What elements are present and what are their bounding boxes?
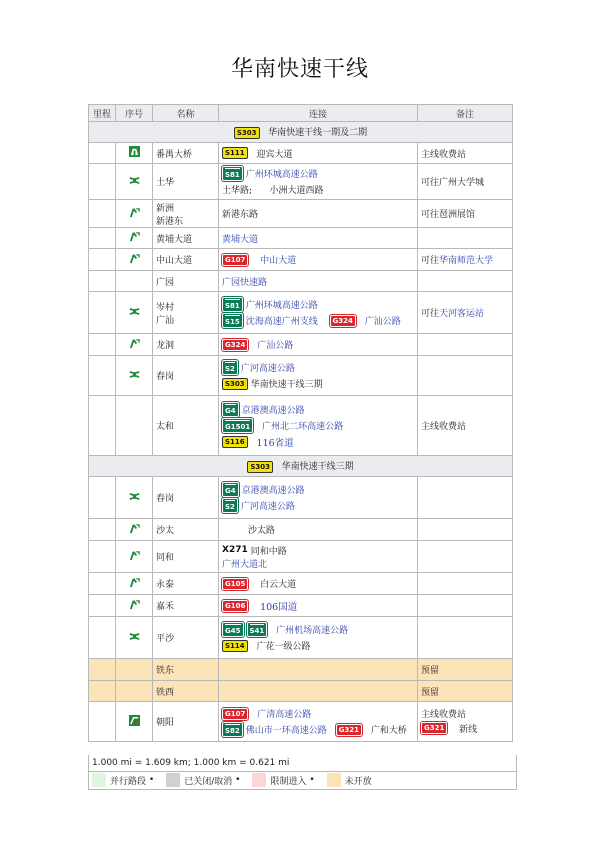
header-row	[89, 105, 513, 122]
connection-text: 广和大桥	[370, 726, 407, 736]
table-row	[89, 617, 513, 659]
legend-swatch	[92, 773, 106, 787]
row-name: 广园	[153, 271, 219, 292]
route-shield: G324	[330, 315, 356, 327]
row-note: 预留	[418, 659, 513, 681]
connection-text: 迎宾大道	[256, 149, 293, 160]
row-note: 可往广州大学城	[418, 164, 513, 200]
route-shield: S2	[222, 498, 238, 513]
legend-label: 未开放	[344, 776, 372, 787]
table-row	[89, 541, 513, 573]
table-row	[89, 164, 513, 200]
route-shield: S81	[222, 166, 243, 181]
toll-plaza-icon	[129, 146, 140, 157]
connection-link[interactable]: 京港澳高速公路	[241, 406, 305, 416]
table-row	[89, 519, 513, 541]
row-name: 中山大道	[153, 249, 219, 271]
separator: •	[309, 775, 315, 785]
table-row	[89, 143, 513, 164]
route-shield: G321	[336, 724, 362, 736]
exit-icon	[129, 207, 140, 218]
connection-text: 广花一级公路	[256, 642, 311, 652]
section-row	[89, 122, 513, 143]
row-name: 平沙	[153, 617, 219, 659]
row-name: 太和	[153, 396, 219, 456]
row-name: 沙太	[153, 519, 219, 541]
route-shield: S15	[222, 313, 243, 328]
connection-link[interactable]: 广州机场高速公路	[276, 626, 349, 636]
route-shield: G324	[222, 339, 248, 351]
connection-link[interactable]: 广清高速公路	[257, 710, 312, 720]
route-shield: G105	[222, 578, 248, 590]
connection-text: 小洲大道西路	[269, 186, 324, 196]
route-shield: G107	[222, 708, 248, 720]
row-name: 铁东	[153, 659, 219, 681]
page-title: 华南快速干线	[230, 57, 369, 82]
row-name-line: 新洲	[156, 203, 175, 214]
route-shield: G321	[421, 722, 447, 734]
table-row	[89, 249, 513, 271]
route-shield: S114	[222, 640, 248, 652]
interchange-icon	[129, 175, 140, 186]
connection-text: 土华路;	[222, 186, 253, 196]
legend-label: 并行路段	[110, 776, 147, 787]
route-shield: S303	[247, 461, 273, 473]
row-note: 主线收费站	[421, 710, 467, 720]
section-row	[89, 456, 513, 477]
row-note: 预留	[418, 681, 513, 702]
connection-link[interactable]: 沈海高速广州支线	[245, 317, 318, 327]
row-name-line: 新港东	[156, 216, 184, 227]
row-note: 可往	[421, 256, 440, 266]
connection-text: 沙太路	[247, 526, 275, 536]
terminus-icon	[129, 715, 140, 726]
header-number: 序号	[116, 105, 153, 122]
note-link[interactable]: 华南师范大学	[439, 256, 494, 266]
table-row	[89, 356, 513, 396]
route-shield: S82	[222, 722, 243, 737]
row-note: 可往琶洲展馆	[418, 200, 513, 228]
connection-link[interactable]: 京港澳高速公路	[241, 486, 305, 496]
route-shield: S303	[234, 127, 260, 139]
section-label: 华南快速干线三期	[281, 462, 354, 472]
connection-text: 白云大道	[260, 580, 297, 590]
table-row	[89, 292, 513, 334]
row-name: 番禺大桥	[153, 143, 219, 164]
table-row	[89, 271, 513, 292]
connection-text: 新港东路	[219, 200, 418, 228]
legend	[88, 771, 517, 790]
row-name: 朝阳	[153, 702, 219, 742]
connection-link[interactable]: 广州大道北	[222, 559, 268, 570]
connection-link[interactable]: 106国道	[260, 601, 298, 613]
route-shield: G45	[222, 622, 244, 637]
row-name-line: 岑村	[156, 302, 175, 313]
legend-swatch	[327, 773, 341, 787]
connection-link[interactable]: 广州北二环高速公路	[262, 422, 344, 432]
unit-conversion: 1.000 mi = 1.609 km; 1.000 km = 0.621 mi	[88, 755, 517, 772]
route-code: X271	[222, 545, 248, 555]
row-note: 主线收费站	[418, 143, 513, 164]
row-name: 春岗	[153, 477, 219, 519]
connection-link[interactable]: 广园快速路	[219, 271, 418, 292]
connection-link[interactable]: 广河高速公路	[240, 364, 295, 374]
exit-icon	[129, 599, 140, 610]
exit-icon	[129, 577, 140, 588]
row-name: 黄埔大道	[153, 228, 219, 249]
row-name: 龙洞	[153, 334, 219, 356]
row-name: 春岗	[153, 356, 219, 396]
table-row	[89, 702, 513, 742]
row-note: 新线	[459, 724, 478, 735]
legend-item	[327, 773, 372, 787]
row-name: 土华	[153, 164, 219, 200]
note-link[interactable]: 天河客运站	[439, 309, 485, 319]
exit-icon	[129, 338, 140, 349]
header-notes: 备注	[418, 105, 513, 122]
row-name: 永泰	[153, 573, 219, 595]
table-row	[89, 334, 513, 356]
route-shield: G107	[222, 254, 248, 266]
exit-icon	[129, 550, 140, 561]
connection-link[interactable]: 中山大道	[260, 256, 297, 266]
table-row	[89, 595, 513, 617]
route-shield: S111	[222, 147, 248, 159]
connection-link[interactable]: 广河高速公路	[240, 502, 295, 512]
legend-label: 限制进入	[270, 776, 307, 787]
connection-link[interactable]: 广汕公路	[257, 341, 294, 351]
separator: •	[235, 775, 241, 785]
interchange-icon	[129, 631, 140, 642]
route-shield: S116	[222, 436, 248, 448]
legend-item	[92, 773, 160, 787]
separator: •	[148, 775, 155, 785]
legend-item	[166, 773, 246, 787]
row-note: 主线收费站	[418, 396, 513, 456]
interchange-icon	[129, 491, 140, 502]
connection-text: 同和中路	[250, 546, 287, 557]
route-shield: S81	[222, 297, 243, 312]
row-note: 可往	[421, 309, 440, 319]
legend-swatch	[166, 773, 180, 787]
table-row	[89, 573, 513, 595]
route-shield: G106	[222, 600, 248, 612]
connection-link[interactable]: 黄埔大道	[219, 228, 418, 249]
connection-link[interactable]: 广汕公路	[364, 317, 401, 327]
connection-link[interactable]: 116省道	[256, 437, 294, 449]
connection-link[interactable]: 佛山市一环高速公路	[245, 726, 327, 736]
table-row	[89, 228, 513, 249]
table-row-reserved	[89, 659, 513, 681]
legend-swatch	[252, 773, 266, 787]
interchange-icon	[129, 369, 140, 380]
table-row-reserved	[89, 681, 513, 702]
header-name: 名称	[153, 105, 219, 122]
table-row	[89, 477, 513, 519]
exit-icon	[129, 253, 140, 264]
route-shield: S41	[247, 622, 268, 637]
junction-table	[88, 104, 513, 742]
header-connection: 连接	[219, 105, 418, 122]
section-label: 华南快速干线一期及二期	[268, 128, 368, 138]
connection-link[interactable]: 广州环城高速公路	[245, 170, 318, 180]
row-name: 铁西	[153, 681, 219, 702]
connection-text: 华南快速干线三期	[250, 380, 323, 390]
route-shield: S303	[222, 378, 248, 390]
header-mileage: 里程	[89, 105, 116, 122]
route-shield: G1501	[222, 418, 253, 433]
legend-label: 已关闭/取消	[184, 776, 233, 787]
connection-link[interactable]: 广州环城高速公路	[245, 301, 318, 311]
exit-icon	[129, 523, 140, 534]
table-row	[89, 200, 513, 228]
route-shield: G4	[222, 482, 239, 497]
row-name-line: 广汕	[156, 315, 175, 326]
table-row	[89, 396, 513, 456]
row-name: 嘉禾	[153, 595, 219, 617]
interchange-icon	[129, 306, 140, 317]
legend-item	[252, 773, 320, 787]
route-shield: S2	[222, 360, 238, 375]
exit-icon	[129, 231, 140, 242]
route-shield: G4	[222, 402, 239, 417]
row-name: 同和	[153, 541, 219, 573]
